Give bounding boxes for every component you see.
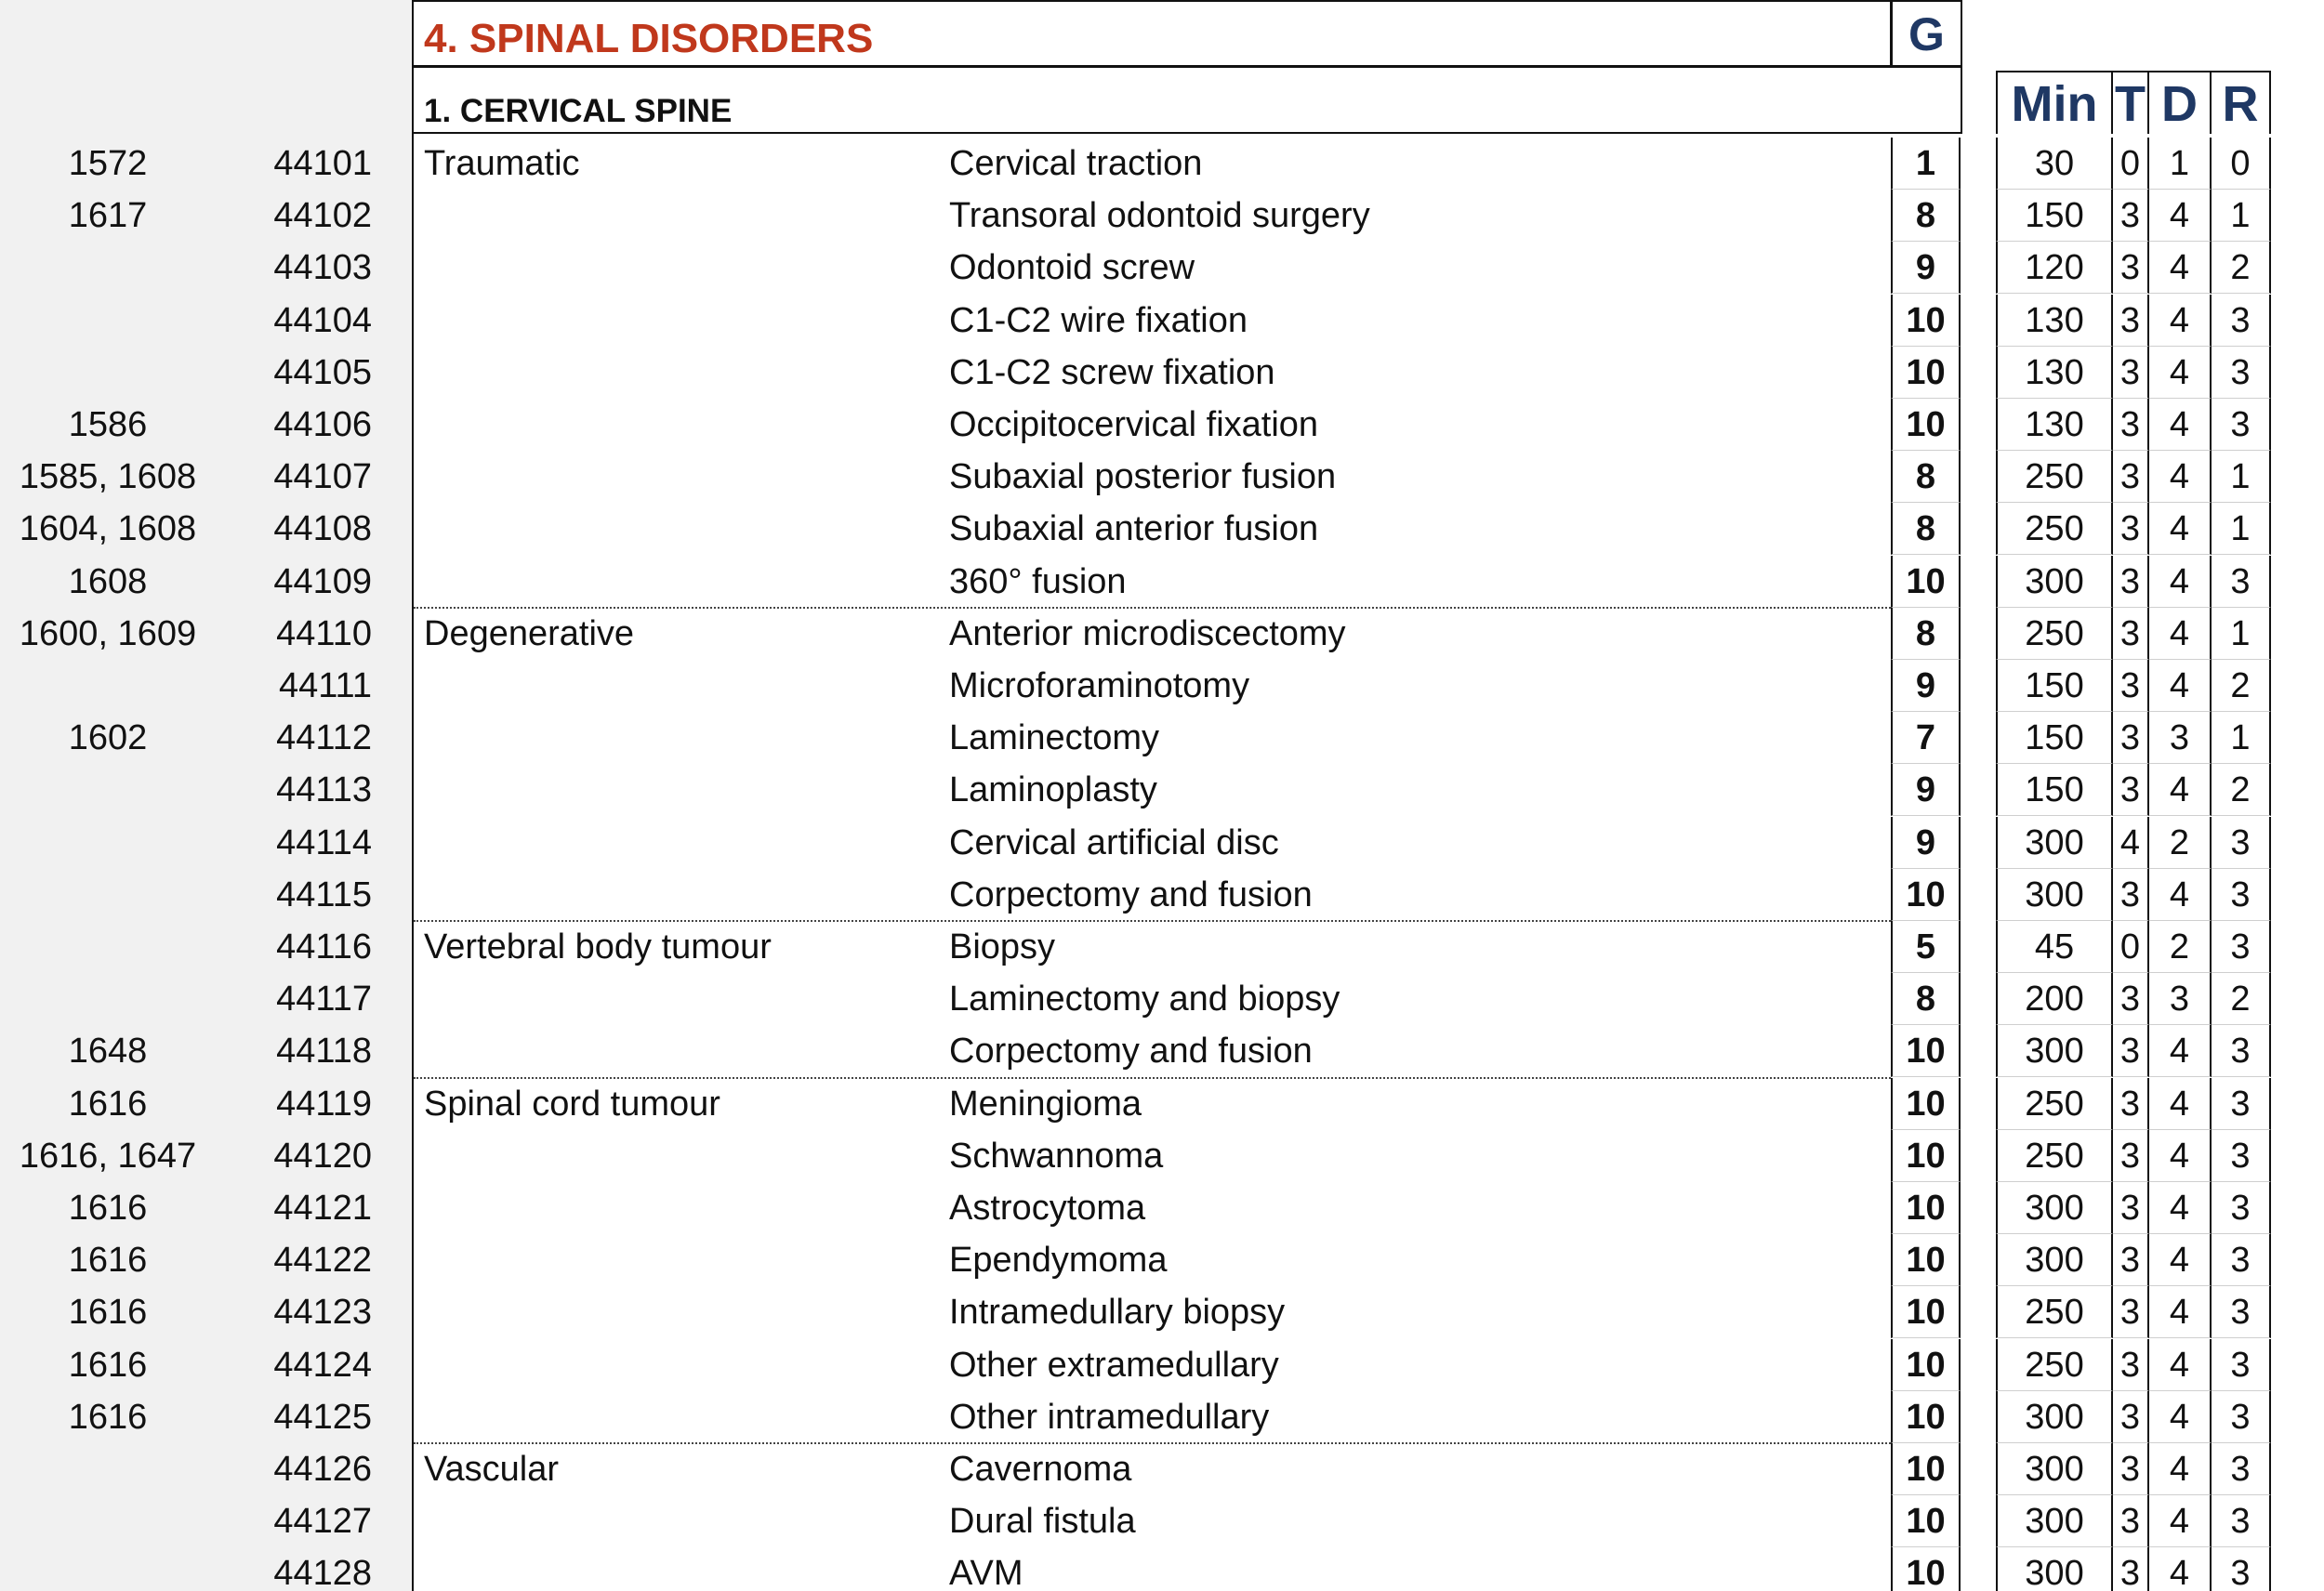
code-cell: 44109: [273, 562, 372, 601]
r-cell: 3: [2212, 399, 2271, 451]
d-cell: 4: [2149, 347, 2212, 399]
minutes-cell: 250: [1996, 1339, 2113, 1391]
r-cell: 1: [2212, 503, 2271, 555]
grade-cell: 10: [1891, 869, 1961, 921]
grade-cell: 8: [1891, 451, 1961, 503]
grade-cell: 10: [1891, 1495, 1961, 1547]
code-cell: 44114: [276, 823, 372, 862]
d-cell: 2: [2149, 921, 2212, 973]
table-row[interactable]: [0, 1495, 2324, 1547]
code-cell: 44128: [273, 1554, 372, 1591]
minutes-cell: 150: [1996, 764, 2113, 816]
grade-cell: 10: [1891, 1286, 1961, 1338]
table-row[interactable]: [0, 660, 2324, 712]
d-cell: 4: [2149, 295, 2212, 347]
minutes-cell: 300: [1996, 1547, 2113, 1591]
procedure-cell: Laminoplasty: [949, 770, 1157, 809]
r-cell: 3: [2212, 921, 2271, 973]
code-cell: 44127: [273, 1502, 372, 1541]
minutes-cell: 250: [1996, 451, 2113, 503]
procedure-cell: Subaxial posterior fusion: [949, 457, 1337, 496]
code-cell: 44110: [276, 614, 372, 653]
table-row[interactable]: [0, 869, 2324, 921]
d-cell: 1: [2149, 138, 2212, 190]
procedure-cell: Corpectomy and fusion: [949, 875, 1313, 914]
procedure-cell: C1-C2 wire fixation: [949, 301, 1248, 340]
r-cell: 3: [2212, 1495, 2271, 1547]
min-header: Min: [1996, 71, 2113, 134]
reference-cell: 1616: [68, 1346, 148, 1385]
code-cell: 44108: [273, 509, 372, 548]
d-cell: 3: [2149, 973, 2212, 1025]
d-cell: 4: [2149, 1025, 2212, 1077]
table-row[interactable]: [0, 138, 2324, 190]
table-row[interactable]: [0, 1286, 2324, 1338]
table-row[interactable]: [0, 242, 2324, 294]
d-cell: 4: [2149, 503, 2212, 555]
minutes-cell: 150: [1996, 712, 2113, 764]
t-cell: 3: [2113, 1339, 2149, 1391]
t-cell: 3: [2113, 712, 2149, 764]
t-cell: 3: [2113, 1391, 2149, 1443]
minutes-cell: 130: [1996, 295, 2113, 347]
code-cell: 44103: [273, 248, 372, 287]
minutes-cell: 300: [1996, 817, 2113, 869]
procedure-cell: Transoral odontoid surgery: [949, 196, 1370, 235]
minutes-cell: 300: [1996, 1391, 2113, 1443]
d-cell: 4: [2149, 764, 2212, 816]
t-cell: 0: [2113, 921, 2149, 973]
d-header: D: [2149, 71, 2212, 134]
procedure-cell: Anterior microdiscectomy: [949, 614, 1346, 653]
table-row[interactable]: [0, 1391, 2324, 1443]
grade-cell: 10: [1891, 399, 1961, 451]
t-cell: 3: [2113, 660, 2149, 712]
minutes-cell: 250: [1996, 1286, 2113, 1338]
code-cell: 44118: [276, 1032, 372, 1071]
table-row[interactable]: [0, 712, 2324, 764]
t-cell: 3: [2113, 503, 2149, 555]
d-cell: 4: [2149, 451, 2212, 503]
code-cell: 44101: [273, 144, 372, 183]
d-cell: 4: [2149, 190, 2212, 242]
minutes-cell: 250: [1996, 1078, 2113, 1130]
t-cell: 0: [2113, 138, 2149, 190]
r-header: R: [2212, 71, 2271, 134]
procedure-cell: Biopsy: [949, 927, 1056, 966]
category-cell: Traumatic: [424, 144, 580, 183]
d-cell: 2: [2149, 817, 2212, 869]
code-cell: 44117: [276, 980, 372, 1019]
code-cell: 44121: [273, 1189, 372, 1228]
reference-cell: 1616: [68, 1241, 148, 1280]
code-cell: 44119: [276, 1085, 372, 1124]
r-cell: 3: [2212, 1025, 2271, 1077]
minutes-cell: 300: [1996, 1025, 2113, 1077]
r-cell: 3: [2212, 1391, 2271, 1443]
r-cell: 2: [2212, 660, 2271, 712]
procedure-cell: Laminectomy: [949, 718, 1159, 757]
procedure-cell: Intramedullary biopsy: [949, 1293, 1286, 1332]
reference-cell: 1604, 1608: [19, 509, 197, 548]
grade-cell: 8: [1891, 503, 1961, 555]
procedure-cell: AVM: [949, 1554, 1023, 1591]
r-cell: 3: [2212, 1443, 2271, 1495]
minutes-cell: 300: [1996, 1495, 2113, 1547]
grade-cell: 10: [1891, 1130, 1961, 1182]
d-cell: 4: [2149, 399, 2212, 451]
grade-cell: 9: [1891, 817, 1961, 869]
r-cell: 3: [2212, 1234, 2271, 1286]
t-cell: 3: [2113, 347, 2149, 399]
code-cell: 44115: [276, 875, 372, 914]
code-cell: 44116: [276, 927, 372, 966]
t-cell: 3: [2113, 1025, 2149, 1077]
code-cell: 44123: [273, 1293, 372, 1332]
reference-cell: 1617: [68, 196, 148, 235]
table-row[interactable]: [0, 764, 2324, 816]
procedure-cell: Astrocytoma: [949, 1189, 1146, 1228]
t-cell: 3: [2113, 1495, 2149, 1547]
r-cell: 3: [2212, 817, 2271, 869]
reference-cell: 1602: [68, 718, 148, 757]
reference-cell: 1616: [68, 1189, 148, 1228]
t-cell: 3: [2113, 1078, 2149, 1130]
t-cell: 3: [2113, 242, 2149, 294]
grade-cell: 10: [1891, 1339, 1961, 1391]
t-cell: 3: [2113, 451, 2149, 503]
code-cell: 44106: [273, 405, 372, 444]
table-row[interactable]: [0, 347, 2324, 399]
procedure-cell: Odontoid screw: [949, 248, 1195, 287]
grade-cell: 8: [1891, 190, 1961, 242]
code-cell: 44102: [273, 196, 372, 235]
reference-cell: 1585, 1608: [19, 457, 197, 496]
table-row[interactable]: [0, 921, 2324, 973]
grade-cell: 10: [1891, 1078, 1961, 1130]
d-cell: 4: [2149, 1443, 2212, 1495]
grade-cell: 9: [1891, 660, 1961, 712]
t-cell: 3: [2113, 1130, 2149, 1182]
r-cell: 1: [2212, 190, 2271, 242]
minutes-cell: 300: [1996, 1182, 2113, 1234]
procedure-cell: Schwannoma: [949, 1137, 1164, 1176]
t-cell: 3: [2113, 1234, 2149, 1286]
t-cell: 3: [2113, 973, 2149, 1025]
d-cell: 4: [2149, 242, 2212, 294]
r-cell: 3: [2212, 1547, 2271, 1591]
category-cell: Vertebral body tumour: [424, 927, 772, 966]
section-title: 1. CERVICAL SPINE: [424, 93, 733, 129]
grade-cell: 10: [1891, 347, 1961, 399]
table-row[interactable]: [0, 817, 2324, 869]
reference-cell: 1586: [68, 405, 148, 444]
t-header: T: [2113, 71, 2149, 134]
grade-cell: 10: [1891, 556, 1961, 608]
table-row[interactable]: [0, 1182, 2324, 1234]
procedure-cell: Ependymoma: [949, 1241, 1168, 1280]
r-cell: 3: [2212, 1182, 2271, 1234]
code-cell: 44105: [273, 353, 372, 392]
table-row[interactable]: [0, 1130, 2324, 1182]
t-cell: 3: [2113, 1443, 2149, 1495]
r-cell: 3: [2212, 1078, 2271, 1130]
t-cell: 3: [2113, 1286, 2149, 1338]
grade-cell: 10: [1891, 1391, 1961, 1443]
table-row[interactable]: [0, 295, 2324, 347]
reference-cell: 1600, 1609: [19, 614, 197, 653]
d-cell: 4: [2149, 1391, 2212, 1443]
table-row[interactable]: [0, 973, 2324, 1025]
r-cell: 3: [2212, 347, 2271, 399]
minutes-cell: 300: [1996, 1234, 2113, 1286]
r-cell: 1: [2212, 712, 2271, 764]
table-row[interactable]: [0, 608, 2324, 660]
minutes-cell: 200: [1996, 973, 2113, 1025]
r-cell: 0: [2212, 138, 2271, 190]
minutes-cell: 30: [1996, 138, 2113, 190]
d-cell: 4: [2149, 1547, 2212, 1591]
code-cell: 44122: [273, 1241, 372, 1280]
d-cell: 4: [2149, 1078, 2212, 1130]
table-row[interactable]: [0, 1234, 2324, 1286]
minutes-cell: 120: [1996, 242, 2113, 294]
minutes-cell: 130: [1996, 347, 2113, 399]
r-cell: 3: [2212, 295, 2271, 347]
r-cell: 2: [2212, 764, 2271, 816]
t-cell: 4: [2113, 817, 2149, 869]
code-cell: 44104: [273, 301, 372, 340]
minutes-cell: 250: [1996, 1130, 2113, 1182]
d-cell: 4: [2149, 1495, 2212, 1547]
code-cell: 44113: [276, 770, 372, 809]
procedure-cell: Occipitocervical fixation: [949, 405, 1319, 444]
grade-cell: 8: [1891, 608, 1961, 660]
t-cell: 3: [2113, 556, 2149, 608]
d-cell: 4: [2149, 608, 2212, 660]
code-cell: 44120: [273, 1137, 372, 1176]
page-title: 4. SPINAL DISORDERS: [424, 16, 874, 61]
procedure-cell: C1-C2 screw fixation: [949, 353, 1275, 392]
minutes-cell: 150: [1996, 660, 2113, 712]
d-cell: 4: [2149, 1234, 2212, 1286]
grade-cell: 10: [1891, 1025, 1961, 1077]
d-cell: 4: [2149, 1286, 2212, 1338]
table-row[interactable]: [0, 1025, 2324, 1077]
procedure-cell: Corpectomy and fusion: [949, 1032, 1313, 1071]
procedure-cell: Meningioma: [949, 1085, 1142, 1124]
d-cell: 4: [2149, 1130, 2212, 1182]
r-cell: 2: [2212, 973, 2271, 1025]
reference-cell: 1616, 1647: [19, 1137, 197, 1176]
procedure-cell: Dural fistula: [949, 1502, 1136, 1541]
grade-cell: 9: [1891, 242, 1961, 294]
code-cell: 44107: [273, 457, 372, 496]
t-cell: 3: [2113, 190, 2149, 242]
reference-cell: 1616: [68, 1398, 148, 1437]
minutes-cell: 45: [1996, 921, 2113, 973]
grade-cell: 10: [1891, 1547, 1961, 1591]
grade-cell: 10: [1891, 1234, 1961, 1286]
table-row[interactable]: [0, 556, 2324, 608]
procedure-cell: 360° fusion: [949, 562, 1127, 601]
table-row[interactable]: [0, 399, 2324, 451]
t-cell: 3: [2113, 399, 2149, 451]
r-cell: 3: [2212, 556, 2271, 608]
category-cell: Vascular: [424, 1450, 560, 1489]
t-cell: 3: [2113, 869, 2149, 921]
t-cell: 3: [2113, 1182, 2149, 1234]
code-cell: 44125: [273, 1398, 372, 1437]
table-row[interactable]: [0, 1443, 2324, 1495]
d-cell: 4: [2149, 556, 2212, 608]
procedure-cell: Subaxial anterior fusion: [949, 509, 1319, 548]
category-cell: Spinal cord tumour: [424, 1085, 720, 1124]
reference-cell: 1616: [68, 1293, 148, 1332]
d-cell: 3: [2149, 712, 2212, 764]
t-cell: 3: [2113, 608, 2149, 660]
grade-cell: 10: [1891, 295, 1961, 347]
grade-cell: 7: [1891, 712, 1961, 764]
d-cell: 4: [2149, 1182, 2212, 1234]
procedure-cell: Laminectomy and biopsy: [949, 980, 1340, 1019]
grade-cell: 1: [1891, 138, 1961, 190]
r-cell: 3: [2212, 1130, 2271, 1182]
minutes-cell: 130: [1996, 399, 2113, 451]
procedure-cell: Microforaminotomy: [949, 666, 1250, 705]
reference-cell: 1572: [68, 144, 148, 183]
category-cell: Degenerative: [424, 614, 635, 653]
code-cell: 44112: [276, 718, 372, 757]
procedure-cell: Cervical traction: [949, 144, 1203, 183]
table-row[interactable]: [0, 1339, 2324, 1391]
code-cell: 44126: [273, 1450, 372, 1489]
minutes-cell: 250: [1996, 503, 2113, 555]
procedure-cell: Other extramedullary: [949, 1346, 1279, 1385]
t-cell: 3: [2113, 295, 2149, 347]
minutes-cell: 250: [1996, 608, 2113, 660]
minutes-cell: 300: [1996, 556, 2113, 608]
d-cell: 4: [2149, 1339, 2212, 1391]
r-cell: 3: [2212, 1286, 2271, 1338]
t-cell: 3: [2113, 764, 2149, 816]
table-row[interactable]: [0, 190, 2324, 242]
procedure-cell: Cavernoma: [949, 1450, 1132, 1489]
procedure-cell: Other intramedullary: [949, 1398, 1270, 1437]
t-cell: 3: [2113, 1547, 2149, 1591]
minutes-cell: 300: [1996, 869, 2113, 921]
grade-cell: 8: [1891, 973, 1961, 1025]
r-cell: 3: [2212, 869, 2271, 921]
table-row[interactable]: [0, 451, 2324, 503]
d-cell: 4: [2149, 869, 2212, 921]
procedure-cell: Cervical artificial disc: [949, 823, 1279, 862]
code-cell: 44124: [273, 1346, 372, 1385]
reference-cell: 1648: [68, 1032, 148, 1071]
grade-cell: 9: [1891, 764, 1961, 816]
reference-cell: 1616: [68, 1085, 148, 1124]
code-cell: 44111: [278, 666, 372, 705]
grade-cell: 5: [1891, 921, 1961, 973]
grade-cell: 10: [1891, 1443, 1961, 1495]
grade-header: G: [1891, 0, 1962, 67]
d-cell: 4: [2149, 660, 2212, 712]
grade-cell: 10: [1891, 1182, 1961, 1234]
r-cell: 2: [2212, 242, 2271, 294]
table-row[interactable]: [0, 503, 2324, 555]
reference-cell: 1608: [68, 562, 148, 601]
minutes-cell: 150: [1996, 190, 2113, 242]
table-row[interactable]: [0, 1547, 2324, 1591]
r-cell: 1: [2212, 451, 2271, 503]
minutes-cell: 300: [1996, 1443, 2113, 1495]
r-cell: 1: [2212, 608, 2271, 660]
r-cell: 3: [2212, 1339, 2271, 1391]
table-row[interactable]: [0, 1078, 2324, 1130]
